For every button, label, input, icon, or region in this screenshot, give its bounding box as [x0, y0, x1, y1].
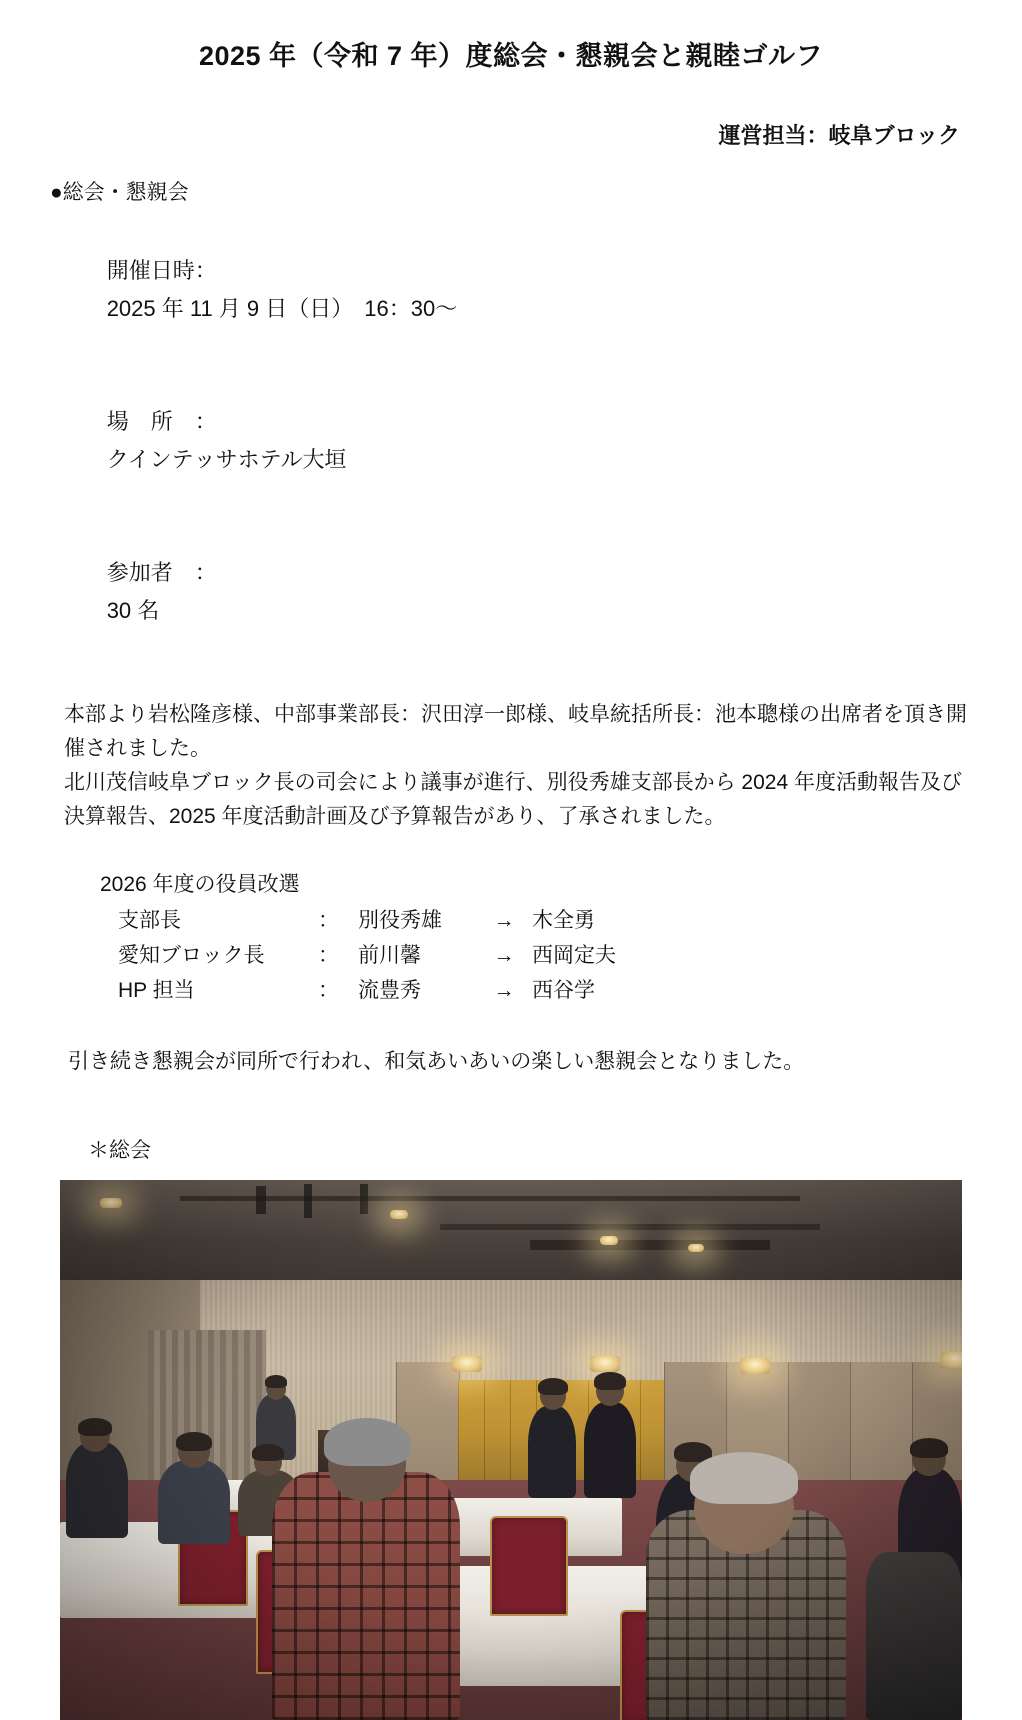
- ceiling-fixture: [256, 1186, 266, 1214]
- wall-sconce: [452, 1356, 482, 1372]
- foreground-person-plaid: [272, 1472, 460, 1720]
- event-info-list: [0, 214, 1022, 668]
- ceiling-light: [100, 1198, 122, 1208]
- standing-person: [584, 1402, 636, 1498]
- paragraph: 北川茂信岐阜ブロック長の司会により議事が進行、別役秀雄支部長から 2024 年度活動報告及び決算報告、2025 年度活動計画及び予算報告があり、了承されました。: [64, 770, 962, 828]
- standing-person: [528, 1406, 576, 1498]
- document-page: [0, 34, 1022, 1387]
- ceiling-light: [688, 1244, 704, 1252]
- election-to: 西岡定夫: [532, 943, 616, 967]
- election-role: 支部長: [118, 909, 181, 932]
- person-hair: [78, 1418, 112, 1436]
- speaker-hair: [265, 1375, 287, 1388]
- election-from: 別役秀雄: [358, 909, 442, 932]
- page-title: 2025 年（令和 7 年）度総会・懇親会と親睦ゴルフ: [198, 41, 824, 71]
- election-colon: ：: [318, 943, 339, 967]
- info-label: 場 所 ：: [106, 409, 217, 435]
- paragraph: 本部より岩松隆彦様、中部事業部長：沢田淳一郎様、岐阜統括所長：池本聰様の出席者を頂き開催されました。: [64, 702, 967, 760]
- info-row: [70, 517, 1022, 668]
- info-value: 30 名: [106, 598, 160, 624]
- ceiling-light: [600, 1236, 618, 1245]
- election-to: 西谷学: [532, 978, 595, 1002]
- ceiling-beam: [440, 1224, 820, 1230]
- election-heading: 2026 年度の役員改選: [100, 873, 300, 896]
- election-from: 前川馨: [358, 943, 421, 967]
- chair: [490, 1516, 568, 1616]
- person-hair: [176, 1432, 212, 1451]
- person-hair: [252, 1444, 284, 1461]
- photo-caption: ＊総会: [88, 1139, 151, 1163]
- person-hair: [594, 1372, 626, 1390]
- arrow-icon: →: [493, 978, 515, 1002]
- ceiling-fixture: [360, 1184, 368, 1214]
- info-value: 2025 年 11 月 9 日（日） 16：30〜: [106, 295, 458, 321]
- seated-person: [158, 1460, 230, 1544]
- body-paragraphs: [0, 698, 1022, 834]
- election-row: [118, 974, 1022, 1009]
- info-row: [70, 214, 1022, 365]
- wall-sconce: [740, 1358, 770, 1374]
- info-label: 参加者 ：: [106, 560, 217, 586]
- info-row: [70, 365, 1022, 516]
- person-hair: [910, 1438, 948, 1458]
- closing-paragraph: 引き続き懇親会が同所で行われ、和気あいあいの楽しい懇親会となりました。: [68, 1049, 805, 1073]
- wall-sconce: [940, 1352, 962, 1368]
- election-row: [118, 904, 1022, 939]
- seated-person: [866, 1552, 962, 1720]
- person-hair: [538, 1378, 568, 1395]
- election-colon: ：: [318, 909, 339, 932]
- meeting-photo: [60, 1180, 962, 1720]
- organizer-line: 運営担当：岐阜ブロック: [718, 123, 960, 148]
- seated-person: [66, 1442, 128, 1538]
- person-hair-grey: [324, 1418, 410, 1466]
- election-role: 愛知ブロック長: [118, 943, 265, 967]
- info-label: 開催日時：: [106, 257, 217, 283]
- ceiling-light: [390, 1210, 408, 1219]
- arrow-icon: →: [493, 909, 515, 932]
- election-from: 流豊秀: [358, 978, 421, 1002]
- election-role: HP 担当: [118, 978, 195, 1002]
- election-colon: ：: [318, 978, 339, 1002]
- ceiling-fixture: [304, 1184, 312, 1218]
- election-to: 木全勇: [532, 909, 595, 932]
- section-heading: ●総会・懇親会: [50, 181, 189, 204]
- wall-sconce: [590, 1356, 620, 1372]
- arrow-icon: →: [493, 943, 515, 967]
- election-list: [0, 904, 1022, 1009]
- election-row: [118, 939, 1022, 974]
- ceiling-beam: [180, 1196, 800, 1201]
- ceiling-beam: [530, 1240, 770, 1250]
- info-value: クインテッサホテル大垣: [106, 446, 347, 472]
- person-hair-grey: [690, 1452, 798, 1504]
- photo-container: [0, 1180, 1022, 1720]
